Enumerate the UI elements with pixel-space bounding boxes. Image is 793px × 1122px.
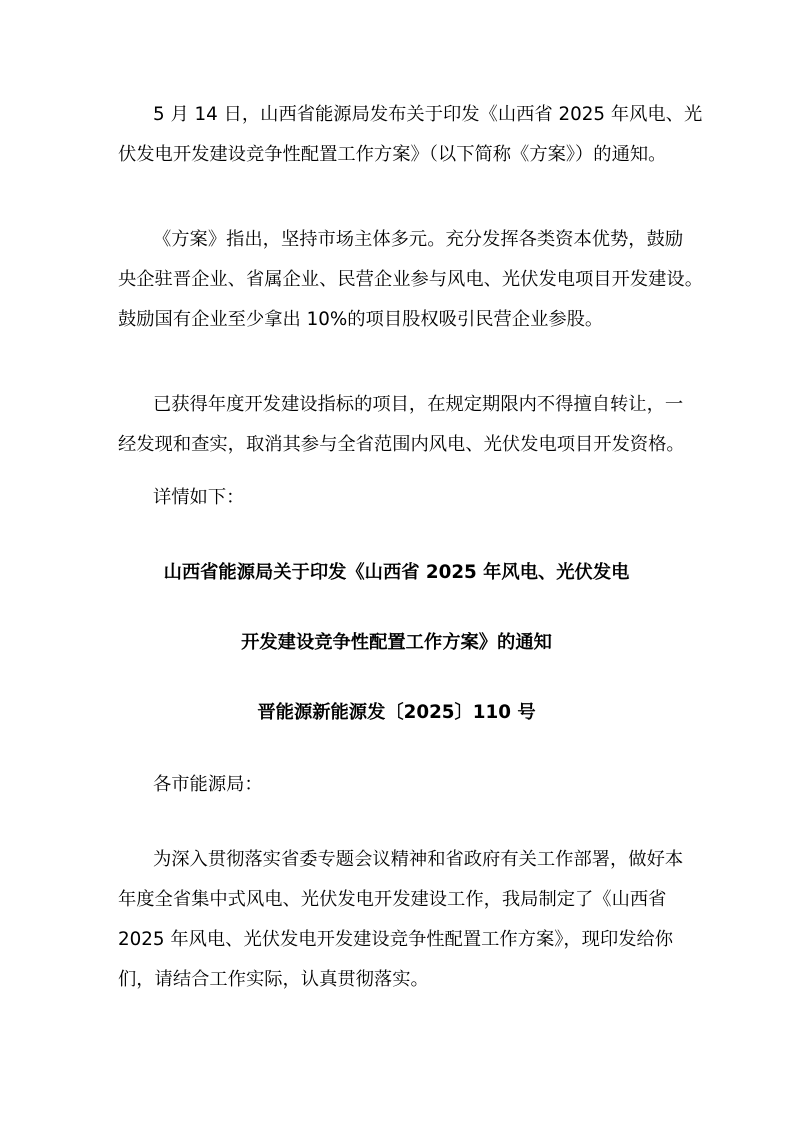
text-line: 2025 年风电、光伏发电开发建设竞争性配置工作方案》，现印发给你 <box>118 929 674 950</box>
notice-title-line-2: 开发建设竞争性配置工作方案》的通知 <box>241 632 552 653</box>
text-line: 年度全省集中式风电、光伏发电开发建设工作，我局制定了《山西省 <box>118 889 667 910</box>
text-line: 已获得年度开发建设指标的项目，在规定期限内不得擅自转让，一 <box>153 394 684 415</box>
text-line: 们，请结合工作实际，认真贯彻落实。 <box>118 969 429 990</box>
text-line: 为深入贯彻落实省委专题会议精神和省政府有关工作部署，做好本 <box>153 849 684 870</box>
text-line: 央企驻晋企业、省属企业、民营企业参与风电、光伏发电项目开发建设。 <box>118 269 703 290</box>
notice-body-paragraph <box>118 840 684 1000</box>
details-intro-paragraph <box>118 478 674 518</box>
text-line: 经发现和查实，取消其参与全省范围内风电、光伏发电项目开发资格。 <box>118 434 685 455</box>
text-line: 鼓励国有企业至少拿出 10%的项目股权吸引民营企业参股。 <box>118 309 604 330</box>
intro-paragraph <box>118 95 703 175</box>
text-line: 伏发电开发建设竞争性配置工作方案》（以下简称《方案》）的通知。 <box>118 144 667 165</box>
notice-title-line-1: 山西省能源局关于印发《山西省 2025 年风电、光伏发电 <box>163 562 630 583</box>
text-line: 详情如下： <box>153 487 245 508</box>
text-line: 5 月 14 日，山西省能源局发布关于印发《山西省 2025 年风电、光 <box>153 104 703 125</box>
transfer-restriction-paragraph <box>118 385 685 465</box>
plan-summary-paragraph <box>118 220 703 340</box>
text-line: 各市能源局： <box>153 774 263 795</box>
text-line: 《方案》指出，坚持市场主体多元。充分发挥各类资本优势，鼓励 <box>153 229 684 250</box>
document-number: 晋能源新能源发〔2025〕110 号 <box>257 702 536 723</box>
salutation <box>118 765 674 805</box>
